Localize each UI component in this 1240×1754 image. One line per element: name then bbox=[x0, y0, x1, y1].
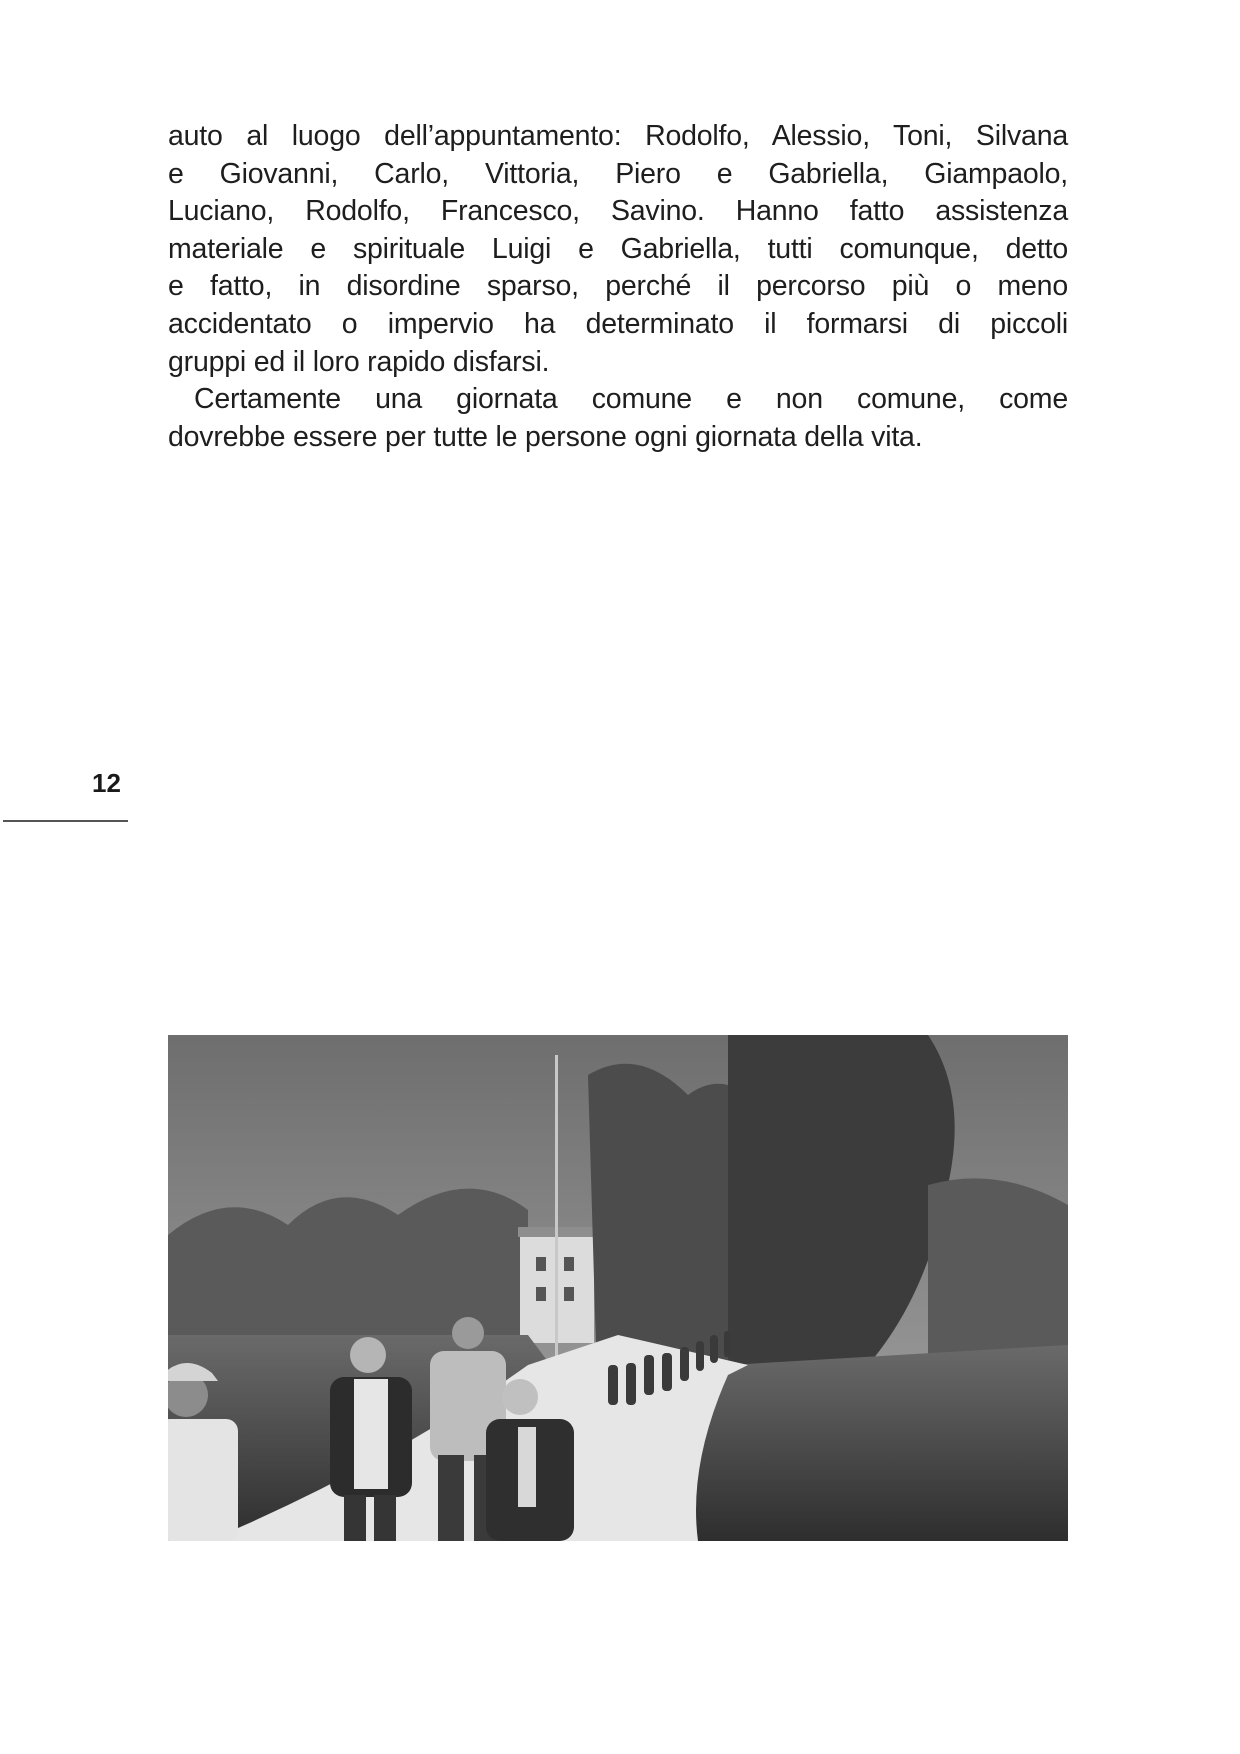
photo-group-walking bbox=[168, 1035, 1068, 1541]
text-line: accidentato o impervio ha determinato il formarsi di piccoli bbox=[168, 307, 1068, 340]
text-line: Luciano, Rodolfo, Francesco, Savino. Hanno fatto assistenza bbox=[168, 195, 1068, 228]
text-line: materiale e spirituale Luigi e Gabriella, tutti comunque, detto bbox=[168, 232, 1068, 265]
text-line: e Giovanni, Carlo, Vittoria, Piero e Gabriella, Giampaolo, bbox=[168, 157, 1068, 190]
text-line: e fatto, in disordine sparso, perché il percorso più o meno bbox=[168, 270, 1068, 303]
body-text bbox=[168, 118, 1068, 456]
text-line: gruppi ed il loro rapido disfarsi. bbox=[168, 345, 550, 378]
text-line: dovrebbe essere per tutte le persone ogni giornata della vita. bbox=[168, 420, 923, 453]
text-line: Certamente una giornata comune e non comune, come bbox=[194, 383, 1068, 416]
photo-illustration bbox=[168, 1035, 1068, 1541]
page-number: 12 bbox=[92, 768, 121, 798]
text-line: auto al luogo dell’appuntamento: Rodolfo, Alessio, Toni, Silvana bbox=[168, 120, 1068, 152]
page-number-rule bbox=[3, 820, 128, 822]
